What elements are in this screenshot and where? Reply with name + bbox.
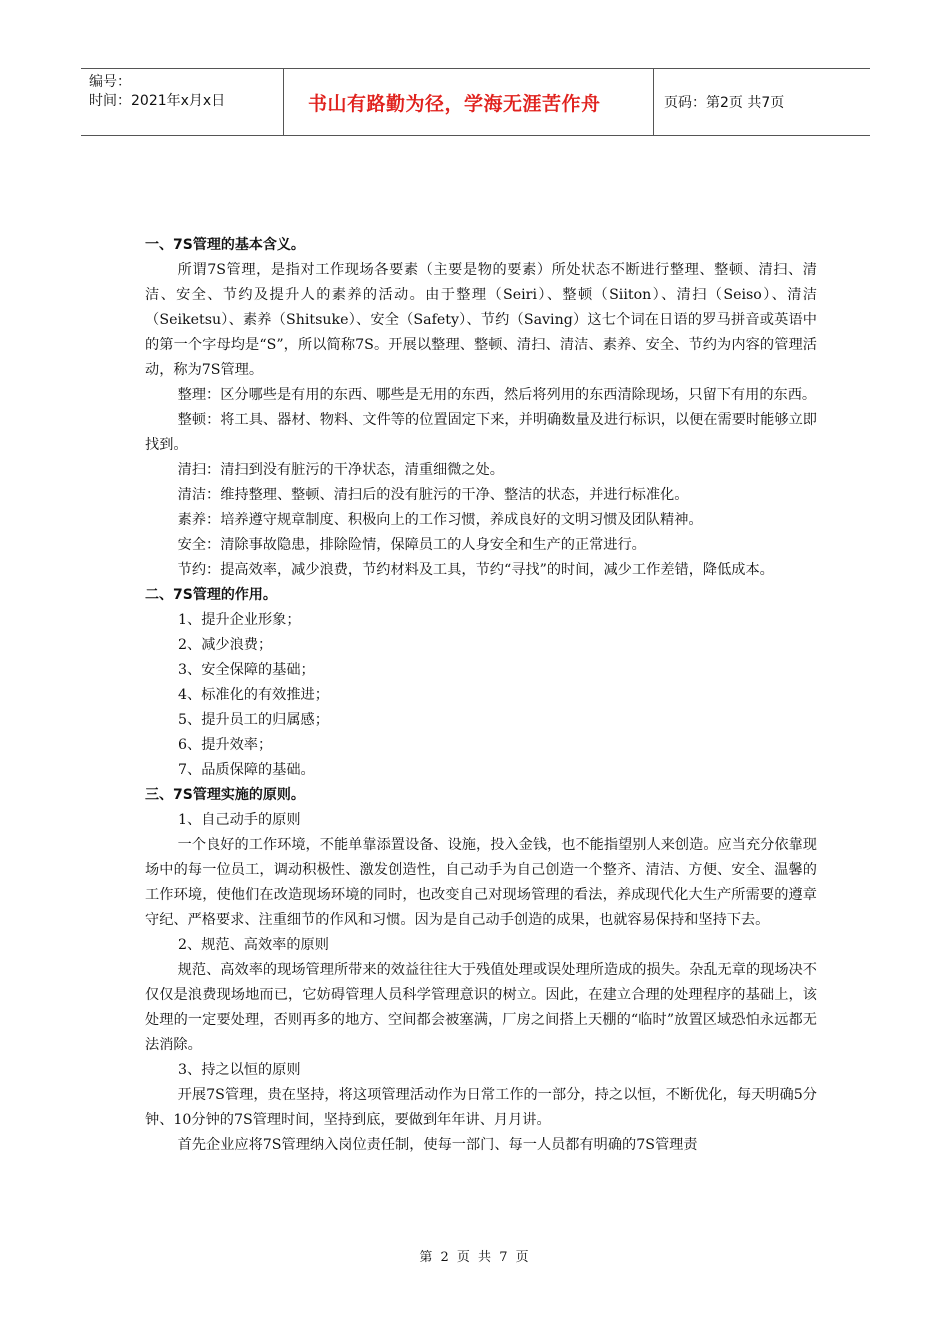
principle-3-title: 3、持之以恒的原则 [178, 1062, 301, 1078]
list-item: 3、安全保障的基础； [178, 662, 315, 678]
list-item: 2、减少浪费； [178, 637, 273, 653]
list-item: 6、提升效率； [178, 737, 273, 753]
definition-qingjie: 清洁：维持整理、整顿、清扫后的没有脏污的干净、整洁的状态，并进行标准化。 [177, 487, 689, 503]
list-item: 7、品质保障的基础。 [178, 762, 315, 778]
page-footer: 第 2 页 共 7 页 [419, 1250, 531, 1265]
section-2-heading: 二、7S管理的作用。 [145, 587, 277, 603]
definition-qingsao: 清扫：清扫到没有脏污的干净状态，清重细微之处。 [177, 462, 504, 478]
definition-zhengdun: 整顿：将工具、器材、物料、文件等的位置固定下来，并明确数量及进行标识，以便在需要时能够立即找到。 [145, 412, 817, 453]
principle-3-continuation: 首先企业应将7S管理纳入岗位责任制，使每一部门、每一人员都有明确的7S管理责 [177, 1137, 698, 1153]
list-item: 5、提升员工的归属感； [178, 712, 329, 728]
list-item: 4、标准化的有效推进； [178, 687, 329, 703]
section-1-heading: 一、7S管理的基本含义。 [145, 237, 305, 253]
header-meta [81, 69, 283, 135]
number-label: 编号： [89, 74, 131, 90]
definition-suyang: 素养：培养遵守规章制度、积极向上的工作习惯，养成良好的文明习惯及团队精神。 [177, 512, 703, 528]
definition-anquan: 安全：清除事故隐患，排除险情，保障员工的人身安全和生产的正常进行。 [177, 537, 646, 553]
principle-3-text: 开展7S管理，贵在坚持，将这项管理活动作为日常工作的一部分，持之以恒，不断优化，每天明确5分钟、10分钟的7S管理时间，坚持到底，要做到年年讲、月月讲。 [145, 1087, 817, 1128]
list-item: 1、提升企业形象； [178, 612, 301, 628]
definition-jieyue: 节约：提高效率，减少浪费，节约材料及工具，节约“寻找”的时间，减少工作差错，降低成本。 [177, 562, 774, 578]
principle-1-title: 1、自己动手的原则 [178, 812, 301, 828]
date-label: 时间：2021年x月x日 [89, 93, 226, 109]
principle-2-title: 2、规范、高效率的原则 [178, 937, 329, 953]
page-info: 页码：第2页 共7页 [664, 95, 785, 111]
header-motto-cell [283, 69, 654, 135]
definition-zhengli: 整理：区分哪些是有用的东西、哪些是无用的东西，然后将列用的东西清除现场，只留下有用的东西。 [177, 387, 817, 403]
section-1-intro: 所谓7S管理，是指对工作现场各要素（主要是物的要素）所处状态不断进行整理、整顿、清扫、清洁、安全、节约及提升人的素养的活动。由于整理（Seiri）、整顿（Siiton）、清扫（Seiso）、清洁（Seiketsu）、素养（Shitsuke）、安全（Safety）、节约（Saving）这七个词在日语的罗马拼音或英语中的第一个字母均是“S”，所以简称7S。开展以整理、整顿、清扫、清洁、素养、安全、节约为内容的管理活动，称为7S管理。 [145, 262, 817, 378]
principle-1-text: 一个良好的工作环境，不能单靠添置设备、设施，投入金钱，也不能指望别人来创造。应当充分依靠现场中的每一位员工，调动积极性、激发创造性，自己动手为自己创造一个整齐、清洁、方便、安全、温馨的工作环境，使他们在改造现场环境的同时，也改变自己对现场管理的看法，养成现代化大生产所需要的遵章守纪、严格要求、注重细节的作风和习惯。因为是自己动手创造的成果，也就容易保持和坚持下去。 [145, 837, 817, 928]
principle-2-text: 规范、高效率的现场管理所带来的效益往往大于残值处理或误处理所造成的损失。杂乱无章的现场决不仅仅是浪费现场地而已，它妨碍管理人员科学管理意识的树立。因此，在建立合理的处理程序的基础上，该处理的一定要处理，否则再多的地方、空间都会被塞满，厂房之间搭上天棚的“临时”放置区域恐怕永远都无法消除。 [145, 962, 817, 1053]
header-table [81, 68, 870, 136]
document-body [145, 233, 817, 1158]
motto: 书山有路勤为径，学海无涯苦作舟 [308, 92, 601, 115]
section-3-heading: 三、7S管理实施的原则。 [145, 787, 305, 803]
